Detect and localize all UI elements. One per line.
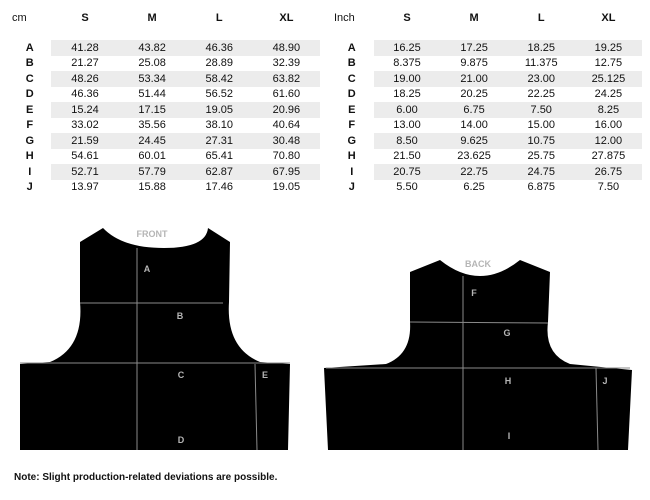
inch-table-cell: 12.75 xyxy=(594,57,623,70)
cm-table-cell: 58.42 xyxy=(186,71,253,87)
inch-table-row xyxy=(330,133,642,149)
back-garment-shape xyxy=(324,260,632,450)
cm-table-cell: 62.87 xyxy=(186,164,253,180)
inch-size-table xyxy=(330,8,642,195)
inch-table-cell: 21.00 xyxy=(441,71,508,87)
inch-table-row xyxy=(330,149,642,165)
inch-row-label: G xyxy=(347,134,357,147)
inch-table-cell: 6.00 xyxy=(374,102,441,118)
cm-table-cell: 57.79 xyxy=(119,164,186,180)
cm-table-cell: 40.64 xyxy=(272,119,301,132)
cm-table-cell: 33.02 xyxy=(71,119,99,132)
inch-table-row xyxy=(330,87,642,103)
cm-table-cell: 60.01 xyxy=(138,150,166,163)
inch-table-cell: 7.50 xyxy=(597,181,620,194)
inch-table-cell: 25.75 xyxy=(527,150,555,163)
front-marker-d: D xyxy=(177,435,185,445)
inch-size-header: M xyxy=(469,12,479,24)
cm-table-cell: 15.24 xyxy=(51,102,118,118)
inch-table-cell: 6.875 xyxy=(527,181,555,194)
cm-row-label: A xyxy=(25,41,34,54)
inch-table-cell: 13.00 xyxy=(393,119,421,132)
cm-row-label: D xyxy=(25,88,34,101)
measurement-diagram-svg xyxy=(0,218,650,458)
back-garment xyxy=(324,260,632,450)
inch-table-row xyxy=(330,40,642,56)
front-marker-a: A xyxy=(143,264,151,274)
cm-row-label: F xyxy=(26,119,34,132)
inch-table-cell: 9.875 xyxy=(460,57,488,70)
cm-row-label: C xyxy=(25,72,34,85)
inch-table-cell: 22.25 xyxy=(527,88,555,101)
cm-size-table xyxy=(8,8,320,195)
cm-table-row xyxy=(8,102,320,118)
cm-table-row xyxy=(8,133,320,149)
cm-table-cell: 52.71 xyxy=(51,164,118,180)
inch-table-cell: 9.625 xyxy=(441,133,508,149)
inch-table-cell: 27.875 xyxy=(591,150,626,163)
cm-row-label: B xyxy=(25,57,34,70)
cm-table-body xyxy=(8,40,320,195)
cm-table-cell: 13.97 xyxy=(71,181,99,194)
cm-table-cell: 35.56 xyxy=(138,119,166,132)
back-title: BACK xyxy=(465,259,491,269)
inch-table-cell: 23.625 xyxy=(457,150,491,163)
cm-row-label: H xyxy=(25,150,34,163)
inch-table-row xyxy=(330,102,642,118)
cm-table-cell: 41.28 xyxy=(51,40,118,56)
inch-table-cell: 19.00 xyxy=(374,71,441,87)
cm-table-row xyxy=(8,87,320,103)
inch-table-cell: 16.25 xyxy=(374,40,441,56)
cm-table-cell: 19.05 xyxy=(186,102,253,118)
cm-table-cell: 51.44 xyxy=(138,88,166,101)
inch-row-label: C xyxy=(347,72,356,85)
inch-table-cell: 6.75 xyxy=(441,102,508,118)
cm-unit-label: cm xyxy=(12,12,27,24)
inch-table-cell: 24.75 xyxy=(508,164,575,180)
inch-table-cell: 15.00 xyxy=(527,119,555,132)
inch-table-cell: 21.50 xyxy=(393,150,421,163)
inch-table-cell: 23.00 xyxy=(508,71,575,87)
cm-size-header: XL xyxy=(279,12,294,24)
cm-header-row xyxy=(8,8,320,28)
inch-table-cell: 26.75 xyxy=(575,164,642,180)
front-title: FRONT xyxy=(136,229,168,239)
inch-table-cell: 11.375 xyxy=(524,57,558,70)
inch-table-cell: 14.00 xyxy=(460,119,488,132)
inch-table-cell: 18.25 xyxy=(508,40,575,56)
cm-table-row xyxy=(8,180,320,196)
inch-row-label: B xyxy=(347,57,356,70)
inch-table-row xyxy=(330,180,642,196)
cm-table-cell: 70.80 xyxy=(272,150,301,163)
cm-table-cell: 48.26 xyxy=(51,71,118,87)
cm-size-header: M xyxy=(147,12,157,24)
inch-table-cell: 17.25 xyxy=(441,40,508,56)
inch-unit-label: Inch xyxy=(334,12,355,24)
inch-header-row xyxy=(330,8,642,28)
cm-table-cell: 25.08 xyxy=(138,57,166,70)
front-marker-b: B xyxy=(176,311,184,321)
cm-table-cell: 63.82 xyxy=(253,71,320,87)
inch-table-cell: 16.00 xyxy=(594,119,623,132)
inch-row-label: E xyxy=(348,103,356,116)
back-marker-j: J xyxy=(602,376,608,386)
inch-table-cell: 6.25 xyxy=(463,181,485,194)
back-marker-i: I xyxy=(507,431,511,441)
back-marker-h: H xyxy=(504,376,512,386)
cm-table-row xyxy=(8,56,320,72)
cm-table-cell: 56.52 xyxy=(205,88,234,101)
cm-table-cell: 43.82 xyxy=(119,40,186,56)
cm-table-cell: 48.90 xyxy=(253,40,320,56)
inch-row-label: D xyxy=(347,88,356,101)
cm-table-cell: 46.36 xyxy=(186,40,253,56)
cm-table-row xyxy=(8,164,320,180)
cm-table-cell: 17.15 xyxy=(119,102,186,118)
inch-table-cell: 19.25 xyxy=(575,40,642,56)
measurement-diagram xyxy=(0,218,650,458)
cm-table-cell: 20.96 xyxy=(253,102,320,118)
inch-table-row xyxy=(330,56,642,72)
cm-size-header: L xyxy=(215,12,223,24)
inch-table-cell: 8.375 xyxy=(393,57,421,70)
cm-table-row xyxy=(8,149,320,165)
back-marker-f: F xyxy=(471,288,477,298)
cm-table-cell: 32.39 xyxy=(272,57,301,70)
cm-row-label: I xyxy=(28,165,32,178)
cm-table-row xyxy=(8,71,320,87)
inch-table-cell: 5.50 xyxy=(396,181,418,194)
cm-table-row xyxy=(8,40,320,56)
back-marker-g: G xyxy=(503,328,511,338)
inch-table-cell: 20.25 xyxy=(460,88,488,101)
cm-table-cell: 21.59 xyxy=(51,133,118,149)
inch-size-header: L xyxy=(537,12,545,24)
inch-table-cell: 10.75 xyxy=(508,133,575,149)
cm-row-label: E xyxy=(26,103,34,116)
cm-table-cell: 30.48 xyxy=(253,133,320,149)
cm-table-cell: 17.46 xyxy=(205,181,234,194)
cm-table-cell: 54.61 xyxy=(71,150,99,163)
inch-size-header: S xyxy=(403,12,411,24)
cm-table-cell: 65.41 xyxy=(205,150,234,163)
inch-table-cell: 8.50 xyxy=(374,133,441,149)
front-garment-shape xyxy=(20,228,290,450)
cm-table-cell: 38.10 xyxy=(205,119,234,132)
cm-table-cell: 28.89 xyxy=(205,57,234,70)
inch-table-row xyxy=(330,164,642,180)
inch-row-label: A xyxy=(347,41,356,54)
inch-table-cell: 22.75 xyxy=(441,164,508,180)
cm-table-cell: 46.36 xyxy=(71,88,99,101)
cm-table-cell: 24.45 xyxy=(119,133,186,149)
cm-table-cell: 19.05 xyxy=(272,181,301,194)
cm-table-row xyxy=(8,118,320,134)
cm-size-header: S xyxy=(81,12,89,24)
cm-table-cell: 53.34 xyxy=(119,71,186,87)
inch-table-body xyxy=(330,40,642,195)
front-marker-c: C xyxy=(177,370,185,380)
inch-table-cell: 24.25 xyxy=(594,88,623,101)
inch-row-label: I xyxy=(350,165,354,178)
inch-table-cell: 20.75 xyxy=(374,164,441,180)
inch-table-cell: 18.25 xyxy=(393,88,421,101)
inch-table-cell: 25.125 xyxy=(575,71,642,87)
footnote: Note: Slight production-related deviations are possible. xyxy=(14,472,278,483)
front-garment xyxy=(20,228,290,450)
inch-row-label: F xyxy=(348,119,356,132)
inch-table-row xyxy=(330,71,642,87)
inch-table-cell: 8.25 xyxy=(575,102,642,118)
inch-table-row xyxy=(330,118,642,134)
inch-table-cell: 7.50 xyxy=(508,102,575,118)
cm-row-label: G xyxy=(25,134,34,147)
cm-table-cell: 21.27 xyxy=(71,57,99,70)
cm-table-cell: 67.95 xyxy=(253,164,320,180)
front-marker-e: E xyxy=(261,370,269,380)
cm-table-cell: 61.60 xyxy=(272,88,301,101)
inch-row-label: J xyxy=(348,181,355,194)
inch-row-label: H xyxy=(347,150,356,163)
cm-table-cell: 15.88 xyxy=(138,181,166,194)
inch-table-cell: 12.00 xyxy=(575,133,642,149)
cm-row-label: J xyxy=(26,181,33,194)
cm-table-cell: 27.31 xyxy=(186,133,253,149)
inch-size-header: XL xyxy=(601,12,616,24)
